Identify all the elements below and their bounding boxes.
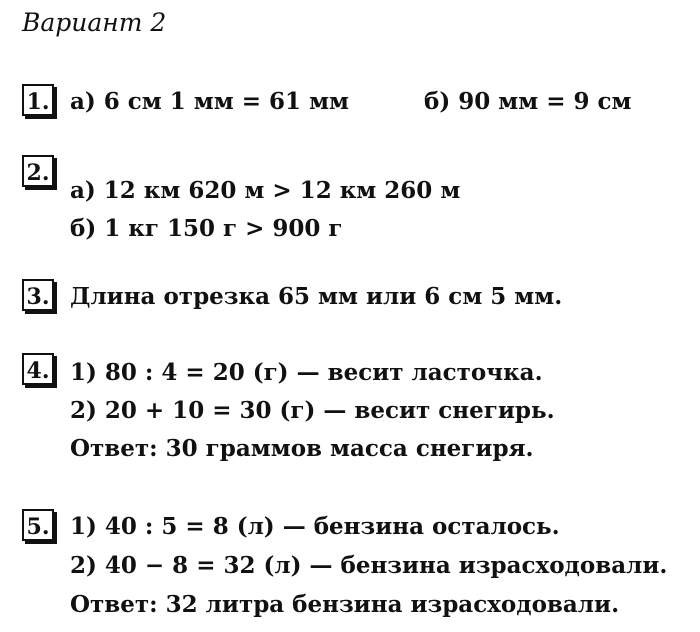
task-4-answer: Ответ: 30 граммов масса снегиря. bbox=[70, 435, 534, 462]
task-number-2: 2. bbox=[22, 155, 54, 187]
task-5-line-1: 1) 40 : 5 = 8 (л) — бензина осталось. bbox=[70, 513, 560, 540]
page-title: Вариант 2 bbox=[22, 8, 167, 37]
task-4-line-1: 1) 80 : 4 = 20 (г) — весит ласточка. bbox=[70, 359, 543, 386]
task-4-line-2: 2) 20 + 10 = 30 (г) — весит снегирь. bbox=[70, 397, 555, 424]
task-number-5: 5. bbox=[22, 509, 54, 541]
task-number-4: 4. bbox=[22, 353, 54, 385]
task-number-3: 3. bbox=[22, 279, 54, 311]
task-3-line: Длина отрезка 65 мм или 6 см 5 мм. bbox=[70, 283, 563, 310]
task-5-line-2: 2) 40 − 8 = 32 (л) — бензина израсходовали. bbox=[70, 552, 668, 579]
task-2-line-b: б) 1 кг 150 г > 900 г bbox=[70, 215, 343, 242]
task-5-answer: Ответ: 32 литра бензина израсходовали. bbox=[70, 591, 620, 618]
task-1-line-b: б) 90 мм = 9 см bbox=[424, 88, 632, 115]
task-1-line-a: а) 6 см 1 мм = 61 мм bbox=[70, 88, 350, 115]
task-number-1: 1. bbox=[22, 84, 54, 116]
task-2-line-a: а) 12 км 620 м > 12 км 260 м bbox=[70, 177, 461, 204]
